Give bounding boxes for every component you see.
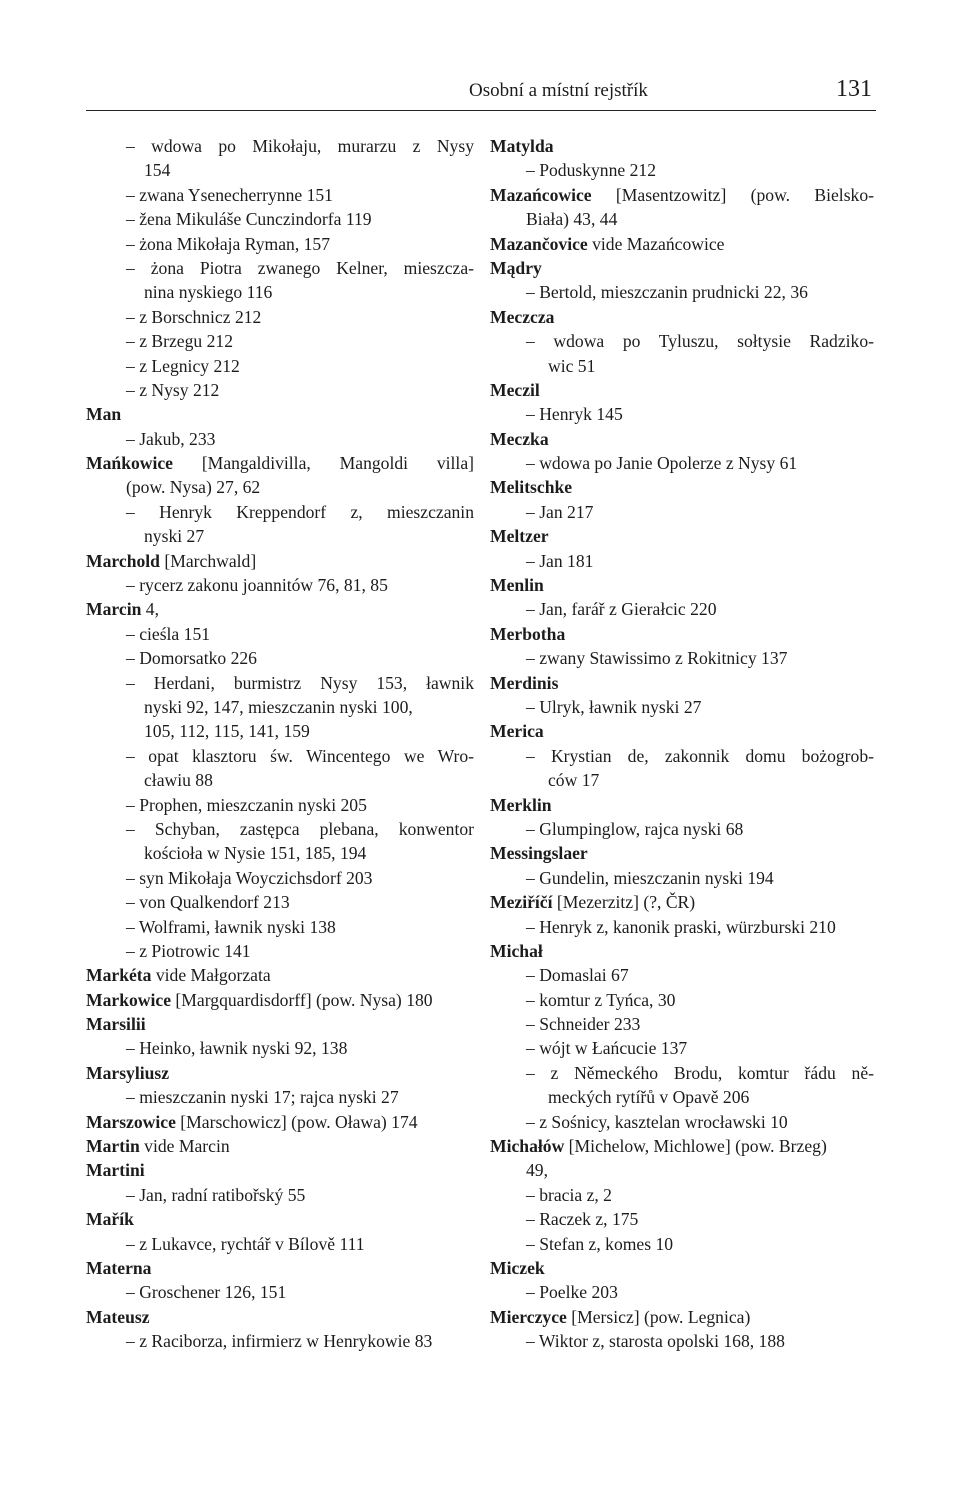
entry-details: [Mezerzitz] (?, ČR) xyxy=(552,892,696,913)
index-continuation: 105, 112, 115, 141, 159 xyxy=(144,721,310,742)
index-subentry: – žena Mikuláše Cunczindorfa 119 xyxy=(126,209,372,230)
entry-details: [Michelow, Michlowe] (pow. Brzeg) xyxy=(564,1136,827,1157)
index-entry-heading xyxy=(490,1256,874,1280)
index-subentry: – Wolframi, ławnik nyski 138 xyxy=(126,916,336,937)
index-subentry: – bracia z, 2 xyxy=(526,1184,612,1205)
index-entry-heading xyxy=(490,1134,874,1158)
entry-headword: Melitschke xyxy=(490,477,573,498)
index-entry-heading xyxy=(86,1158,474,1182)
index-subentry: – Ulryk, ławnik nyski 27 xyxy=(526,696,702,717)
index-entry-heading xyxy=(490,134,874,158)
index-entry-heading xyxy=(86,549,474,573)
index-entry-heading xyxy=(490,256,874,280)
entry-headword: Marsilii xyxy=(86,1014,146,1035)
index-entry-heading xyxy=(490,890,874,914)
entry-headword: Man xyxy=(86,404,122,425)
entry-headword: Mańkowice xyxy=(86,453,173,474)
index-subentry: – syn Mikołaja Woyczichsdorf 203 xyxy=(126,867,373,888)
index-subentry: – Jakub, 233 xyxy=(126,428,216,449)
entry-headword: Michałów xyxy=(490,1136,565,1157)
entry-headword: Meczcza xyxy=(490,306,555,327)
index-subentry: – opat klasztoru św. Wincentego we Wro- xyxy=(126,745,474,766)
index-subentry: – rycerz zakonu joannitów 76, 81, 85 xyxy=(126,575,388,596)
index-subentry: – z Legnicy 212 xyxy=(126,355,240,376)
index-subentry: – wójt w Łańcucie 137 xyxy=(526,1038,688,1059)
index-continuation: nina nyskiego 116 xyxy=(144,282,273,303)
index-subentry: – wdowa po Tyluszu, sołtysie Radziko- xyxy=(526,331,874,352)
index-entry-heading xyxy=(490,622,874,646)
index-subentry: – Jan, radní ratibořský 55 xyxy=(126,1184,306,1205)
index-continuation: nyski 92, 147, mieszczanin nyski 100, xyxy=(144,696,413,717)
index-subentry: – Jan, farář z Gierałcic 220 xyxy=(526,599,717,620)
index-column-left xyxy=(86,134,474,1354)
entry-headword: Meltzer xyxy=(490,526,549,547)
index-subentry: – cieśla 151 xyxy=(126,623,211,644)
index-subentry: – z Borschnicz 212 xyxy=(126,306,262,327)
entry-details: vide Marcin xyxy=(139,1136,230,1157)
index-subentry: – żona Piotra zwanego Kelner, mieszcza- xyxy=(126,257,474,278)
index-entry-heading xyxy=(490,719,874,743)
index-subentry: – z Piotrowic 141 xyxy=(126,940,251,961)
index-entry-heading xyxy=(86,1305,474,1329)
entry-headword: Michał xyxy=(490,940,543,961)
index-subentry: – Jan 217 xyxy=(526,501,594,522)
index-entry-heading xyxy=(86,1061,474,1085)
index-subentry: – Glumpinglow, rajca nyski 68 xyxy=(526,818,744,839)
entry-headword: Meczil xyxy=(490,379,540,400)
index-entry-heading xyxy=(86,1207,474,1231)
index-subentry: – von Qualkendorf 213 xyxy=(126,892,290,913)
page-header xyxy=(86,76,876,111)
entry-headword: Martini xyxy=(86,1160,145,1181)
entry-headword: Marszowice xyxy=(86,1111,176,1132)
index-subentry: – Domaslai 67 xyxy=(526,965,629,986)
index-subentry: – Stefan z, komes 10 xyxy=(526,1233,674,1254)
entry-headword: Mierczyce xyxy=(490,1306,567,1327)
index-subentry: – z Raciborza, infirmierz w Henrykowie 83 xyxy=(126,1331,433,1352)
entry-headword: Martin xyxy=(86,1136,140,1157)
entry-details: [Marschowicz] (pow. Oława) 174 xyxy=(175,1111,418,1132)
index-entry-heading xyxy=(86,1110,474,1134)
entry-headword: Meczka xyxy=(490,428,549,449)
entry-headword: Meziříčí xyxy=(490,892,553,913)
index-continuation: 49, xyxy=(526,1160,548,1181)
index-subentry: – z Lukavce, rychtář v Bílově 111 xyxy=(126,1233,365,1254)
index-entry-heading xyxy=(86,988,474,1012)
index-entry-heading xyxy=(490,1305,874,1329)
index-entry-heading xyxy=(86,1134,474,1158)
entry-details: [Masentzowitz] (pow. Bielsko- xyxy=(591,184,874,205)
index-subentry: – Herdani, burmistrz Nysy 153, ławnik xyxy=(126,672,474,693)
index-entry-heading xyxy=(490,573,874,597)
entry-headword: Markéta xyxy=(86,965,152,986)
index-subentry: – zwana Ysenecherrynne 151 xyxy=(126,184,333,205)
index-entry-heading xyxy=(86,963,474,987)
entry-headword: Menlin xyxy=(490,575,544,596)
index-subentry: – Schneider 233 xyxy=(526,1014,641,1035)
entry-headword: Marsyliusz xyxy=(86,1062,170,1083)
index-continuation: cławiu 88 xyxy=(144,770,213,791)
index-continuation: Biała) 43, 44 xyxy=(526,209,618,230)
entry-headword: Mazančovice xyxy=(490,233,588,254)
index-entry-heading xyxy=(490,939,874,963)
entry-details: [Mangaldivilla, Mangoldi villa] xyxy=(172,453,474,474)
entry-details: [Marchwald] xyxy=(159,550,257,571)
index-entry-heading xyxy=(490,305,874,329)
entry-headword: Miczek xyxy=(490,1257,545,1278)
index-entry-heading xyxy=(86,597,474,621)
entry-headword: Marcin xyxy=(86,599,142,620)
entry-details: [Mersicz] (pow. Legnica) xyxy=(566,1306,751,1327)
index-continuation: kościoła w Nysie 151, 185, 194 xyxy=(144,843,367,864)
entry-headword: Mądry xyxy=(490,257,542,278)
index-continuation: wic 51 xyxy=(548,355,596,376)
entry-headword: Merbotha xyxy=(490,623,566,644)
index-subentry: – wdowa po Janie Opolerze z Nysy 61 xyxy=(526,453,798,474)
entry-headword: Merdinis xyxy=(490,672,559,693)
index-entry-heading xyxy=(86,1012,474,1036)
index-entry-heading xyxy=(86,1256,474,1280)
index-subentry: – wdowa po Mikołaju, murarzu z Nysy xyxy=(126,136,474,156)
index-entry-heading xyxy=(490,793,874,817)
index-subentry: – z Nysy 212 xyxy=(126,379,220,400)
index-entry-heading xyxy=(490,475,874,499)
entry-details: [Margquardisdorff] (pow. Nysa) 180 xyxy=(171,989,433,1010)
page-number: 131 xyxy=(836,76,872,102)
index-entry-heading xyxy=(490,524,874,548)
entry-headword: Matylda xyxy=(490,136,554,156)
index-entry-heading xyxy=(490,841,874,865)
index-subentry: – Gundelin, mieszczanin nyski 194 xyxy=(526,867,774,888)
index-subentry: – Domorsatko 226 xyxy=(126,648,257,669)
index-column-right xyxy=(490,134,874,1354)
entry-headword: Mařík xyxy=(86,1209,134,1230)
index-entry-heading xyxy=(490,232,874,256)
index-subentry: – Wiktor z, starosta opolski 168, 188 xyxy=(526,1331,785,1352)
index-subentry: – zwany Stawissimo z Rokitnicy 137 xyxy=(526,648,788,669)
index-continuation: meckých rytířů v Opavě 206 xyxy=(548,1087,750,1108)
entry-headword: Materna xyxy=(86,1257,152,1278)
running-title: Osobní a místní rejstřík xyxy=(469,80,648,101)
index-subentry: – Jan 181 xyxy=(526,550,594,571)
index-subentry: – Poelke 203 xyxy=(526,1282,618,1303)
entry-headword: Mateusz xyxy=(86,1306,150,1327)
entry-headword: Markowice xyxy=(86,989,172,1010)
index-continuation: (pow. Nysa) 27, 62 xyxy=(126,477,261,498)
index-subentry: – z Sośnicy, kasztelan wrocławski 10 xyxy=(526,1111,788,1132)
index-subentry: – mieszczanin nyski 17; rajca nyski 27 xyxy=(126,1087,399,1108)
index-subentry: – Henryk Kreppendorf z, mieszczanin xyxy=(126,501,474,522)
index-subentry: – Henryk z, kanonik praski, würzburski 210 xyxy=(526,916,836,937)
index-entry-heading xyxy=(86,451,474,475)
index-continuation: 154 xyxy=(144,160,171,181)
index-entry-heading xyxy=(490,427,874,451)
index-subentry: – Groschener 126, 151 xyxy=(126,1282,287,1303)
index-subentry: – Bertold, mieszczanin prudnicki 22, 36 xyxy=(526,282,808,303)
index-subentry: – Schyban, zastępca plebana, konwentor xyxy=(126,818,474,839)
index-subentry: – Poduskynne 212 xyxy=(526,160,657,181)
index-entry-heading xyxy=(490,183,874,207)
index-subentry: – Prophen, mieszczanin nyski 205 xyxy=(126,794,367,815)
entry-details: 4, xyxy=(141,599,159,620)
index-subentry: – Raczek z, 175 xyxy=(526,1209,639,1230)
index-entry-heading xyxy=(490,378,874,402)
index-entry-heading xyxy=(490,671,874,695)
index-subentry: – Henryk 145 xyxy=(526,404,623,425)
index-subentry: – komtur z Tyńca, 30 xyxy=(526,989,676,1010)
entry-headword: Mazańcowice xyxy=(490,184,592,205)
entry-headword: Marchold xyxy=(86,550,160,571)
index-subentry: – żona Mikołaja Ryman, 157 xyxy=(126,233,331,254)
entry-details: vide Mazańcowice xyxy=(587,233,725,254)
index-continuation: ców 17 xyxy=(548,770,600,791)
index-continuation: nyski 27 xyxy=(144,526,205,547)
index-subentry: – Krystian de, zakonnik domu bożogrob- xyxy=(526,745,874,766)
entry-headword: Merklin xyxy=(490,794,552,815)
index-subentry: – z Německého Brodu, komtur řádu ně- xyxy=(526,1062,874,1083)
index-subentry: – z Brzegu 212 xyxy=(126,331,233,352)
index-subentry: – Heinko, ławnik nyski 92, 138 xyxy=(126,1038,348,1059)
entry-headword: Merica xyxy=(490,721,544,742)
entry-details: vide Małgorzata xyxy=(151,965,271,986)
entry-headword: Messingslaer xyxy=(490,843,588,864)
index-entry-heading xyxy=(86,402,474,426)
